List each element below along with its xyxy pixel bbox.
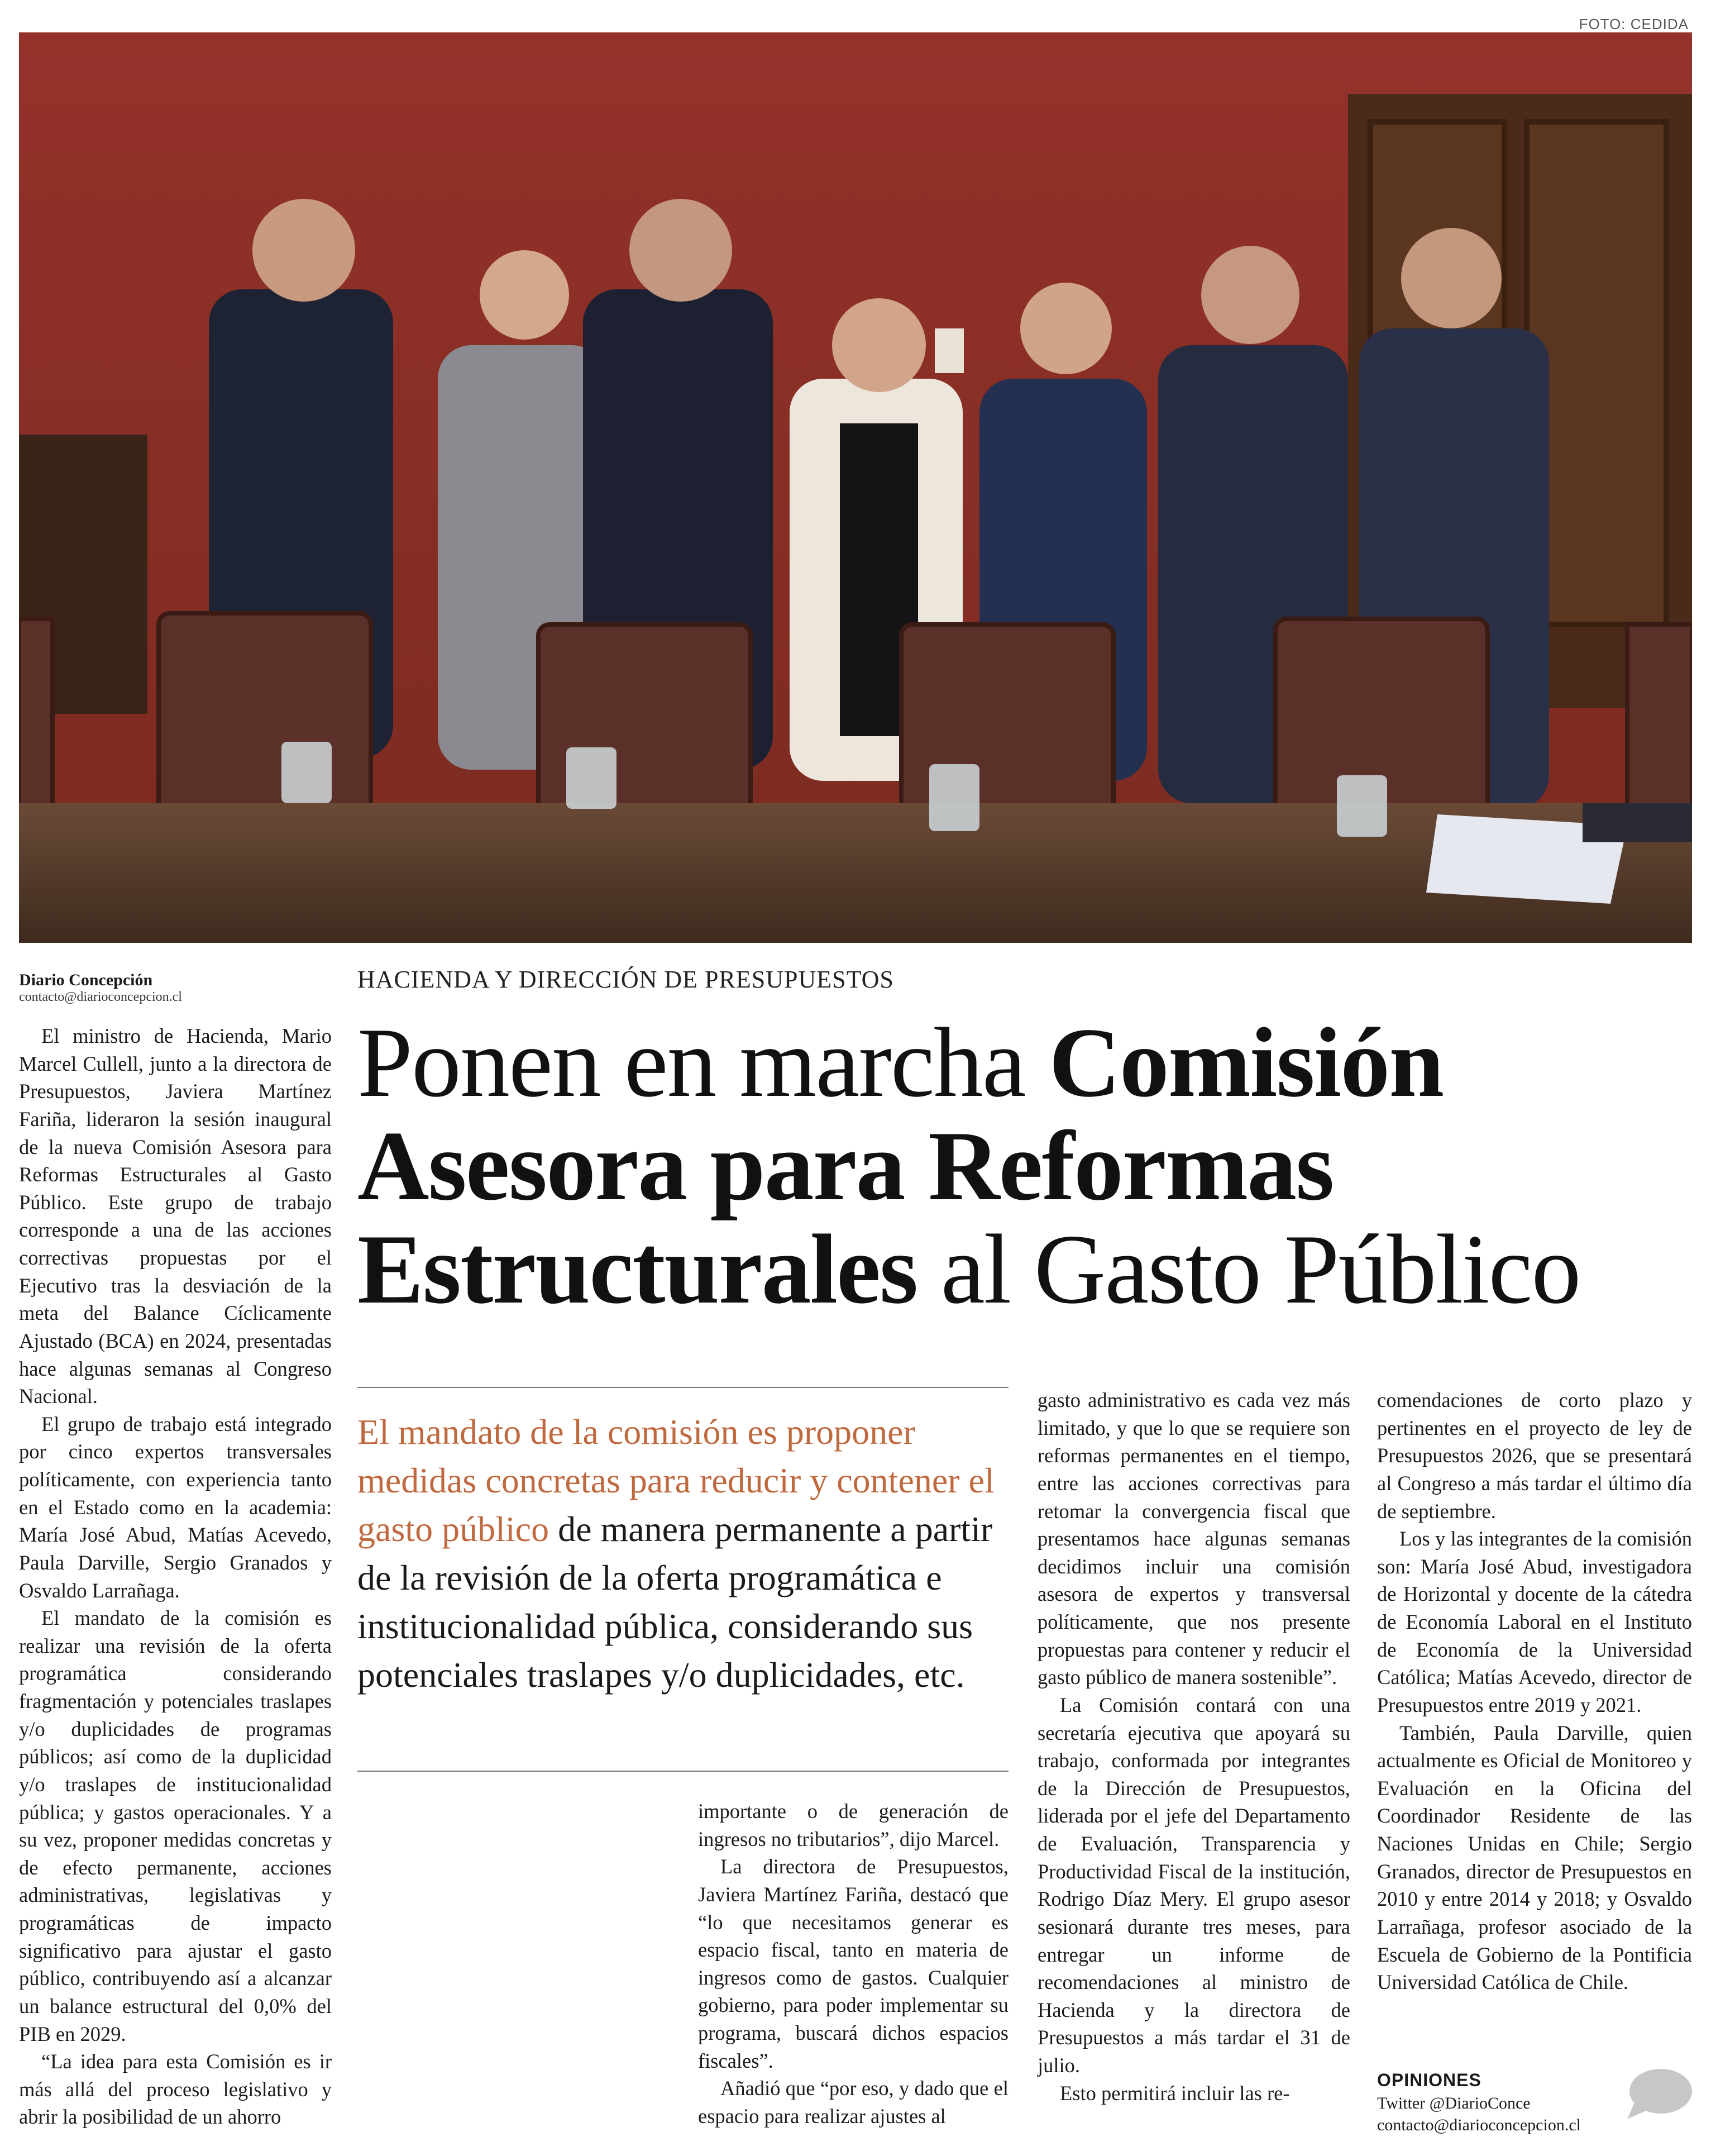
column-1 — [19, 1022, 332, 2131]
col1-paragraph: El grupo de trabajo está integrado por cinco expertos transversales políticamente, con experiencia tanto en el Estado como en la academia: María José Abud, Matías Acevedo, Paula Darville, Sergio Granados y Osvaldo Larrañaga. — [19, 1412, 332, 1602]
col2-paragraph: La directora de Presupuestos, Javiera Martínez Fariña, destacó que “lo que necesitamos generar es espacio fiscal, tanto en materia de ingresos como de gastos. Cualquier gobierno, para poder implementar su programa, buscará dichos espacios fiscales”. — [698, 1855, 1009, 2072]
col3-paragraph: La Comisión contará con una secretaría ejecutiva que apoyará su trabajo, conformada por integrantes de la Dirección de Presupuestos, liderada por el jefe del Departamento de Evaluación, Transparencia y Productividad Fiscal de la institución, Rodrigo Díaz Mery. El grupo asesor sesionará durante tres meses, para entregar un informe de recomendaciones al ministro de Hacienda y la directora de Presupuestos a más tardar el 31 de julio. — [1038, 1693, 1350, 2077]
headline-part-3: al Gasto Público — [917, 1214, 1580, 1325]
col4-paragraph: comendaciones de corto plazo y pertinentes en el proyecto de ley de Presupuestos 2026, que se presentará al Congreso a más tardar el último día de septiembre. — [1377, 1389, 1692, 1523]
headline — [357, 1007, 1686, 1325]
col2-paragraph: importante o de generación de ingresos no tributarios”, dijo Marcel. — [698, 1800, 1009, 1850]
col3-paragraph: Esto permitirá incluir las re- — [1060, 2081, 1290, 2105]
section-kicker: HACIENDA Y DIRECCIÓN DE PRESUPUESTOS — [357, 966, 894, 993]
opinions-email: contacto@diarioconcepcion.cl — [1377, 2115, 1581, 2134]
news-photo — [19, 32, 1692, 943]
opinions-box — [1377, 2069, 1581, 2136]
opinions-title: OPINIONES — [1377, 2070, 1481, 2090]
lead-top-rule — [357, 1387, 1009, 1388]
lead-paragraph — [357, 1408, 1005, 1699]
col1-paragraph: El mandato de la comisión es realizar una revisión de la oferta programática considerando fragmentación y potenciales traslapes y/o duplicidades de programas públicos; así como de la duplicidad y/o traslapes de institucionalidad pública; y gastos operacionales. Y a su vez, proponer medidas concretas y de efecto permanente, acciones administrativas, legislativas y programáticas de impacto significativo para ajustar el gasto público, contribuyendo así a alcanzar un balance estructural del 0,0% del PIB en 2029. — [19, 1606, 332, 2045]
col1-paragraph: El ministro de Hacienda, Mario Marcel Cullell, junto a la directora de Presupuestos, Javiera Martínez Fariña, lideraron la sesión inaugural de la nueva Comisión Asesora para Reformas Estructurales al Gasto Público. Este grupo de trabajo corresponde a una de las acciones correctivas propuestas por el Ejecutivo tras la desviación de la meta del Balance Cíclicamente Ajustado (BCA) en 2024, presentadas hace algunas semanas al Congreso Nacional. — [19, 1024, 332, 1408]
col2-paragraph: Añadió que “por eso, y dado que el espacio para realizar ajustes al — [698, 2077, 1009, 2128]
headline-part-2: Comisión Asesora para Reformas Estructurales — [357, 1007, 1444, 1325]
lead-rest: de manera permanente a partir de la revisión de la oferta programática e institucionalidad pública, considerando sus potenciales traslapes y/o duplicidades, etc. — [357, 1509, 993, 1695]
speech-bubble-icon — [1624, 2067, 1693, 2121]
col1-paragraph: “La idea para esta Comisión es ir más allá del proceso legislativo y abrir la posibilidad de un ahorro — [19, 2050, 332, 2129]
col4-paragraph: También, Paula Darville, quien actualmente es Oficial de Monitoreo y Evaluación en la Oficina del Coordinador Residente de las Naciones Unidas en Chile; Sergio Granados, director de Presupuestos en 2010 y entre 2014 y 2018; y Osvaldo Larrañaga, profesor asociado de la Escuela de Gobierno de la Pontificia Universidad Católica de Chile. — [1377, 1721, 1692, 1994]
opinions-twitter: Twitter @DiarioConce — [1377, 2093, 1531, 2112]
source-block — [19, 971, 182, 1005]
source-name: Diario Concepción — [19, 971, 153, 989]
col3-paragraph: gasto administrativo es cada vez más limitado, y que lo que se requiere son reformas permanentes en el tiempo, entre las acciones correctivas para retomar la convergencia fiscal que presentamos hace algunas semanas decidimos incluir una comisión asesora de expertos y transversal políticamente, que nos presente propuestas para contener y reducir el gasto público de manera sostenible”. — [1038, 1389, 1350, 1689]
photo-credit: FOTO: CEDIDA — [1579, 16, 1689, 32]
column-3 — [1038, 1386, 1350, 2107]
col4-paragraph: Los y las integrantes de la comisión son: María José Abud, investigadora de Horizontal y docente de la cátedra de Economía Laboral en el Instituto de Economía de la Universidad Católica; Matías Acevedo, director de Presupuestos entre 2019 y 2021. — [1377, 1527, 1692, 1716]
headline-part-1: Ponen en marcha — [357, 1007, 1049, 1118]
source-email: contacto@diarioconcepcion.cl — [19, 990, 182, 1004]
photo-illustration — [19, 32, 1692, 943]
lead-highlight: El mandato de la comisión es proponer medidas concretas para reducir y contener el gasto público — [357, 1412, 995, 1549]
column-2 — [698, 1797, 1009, 2130]
lead-bottom-rule — [357, 1771, 1009, 1772]
column-4 — [1377, 1386, 1692, 1996]
